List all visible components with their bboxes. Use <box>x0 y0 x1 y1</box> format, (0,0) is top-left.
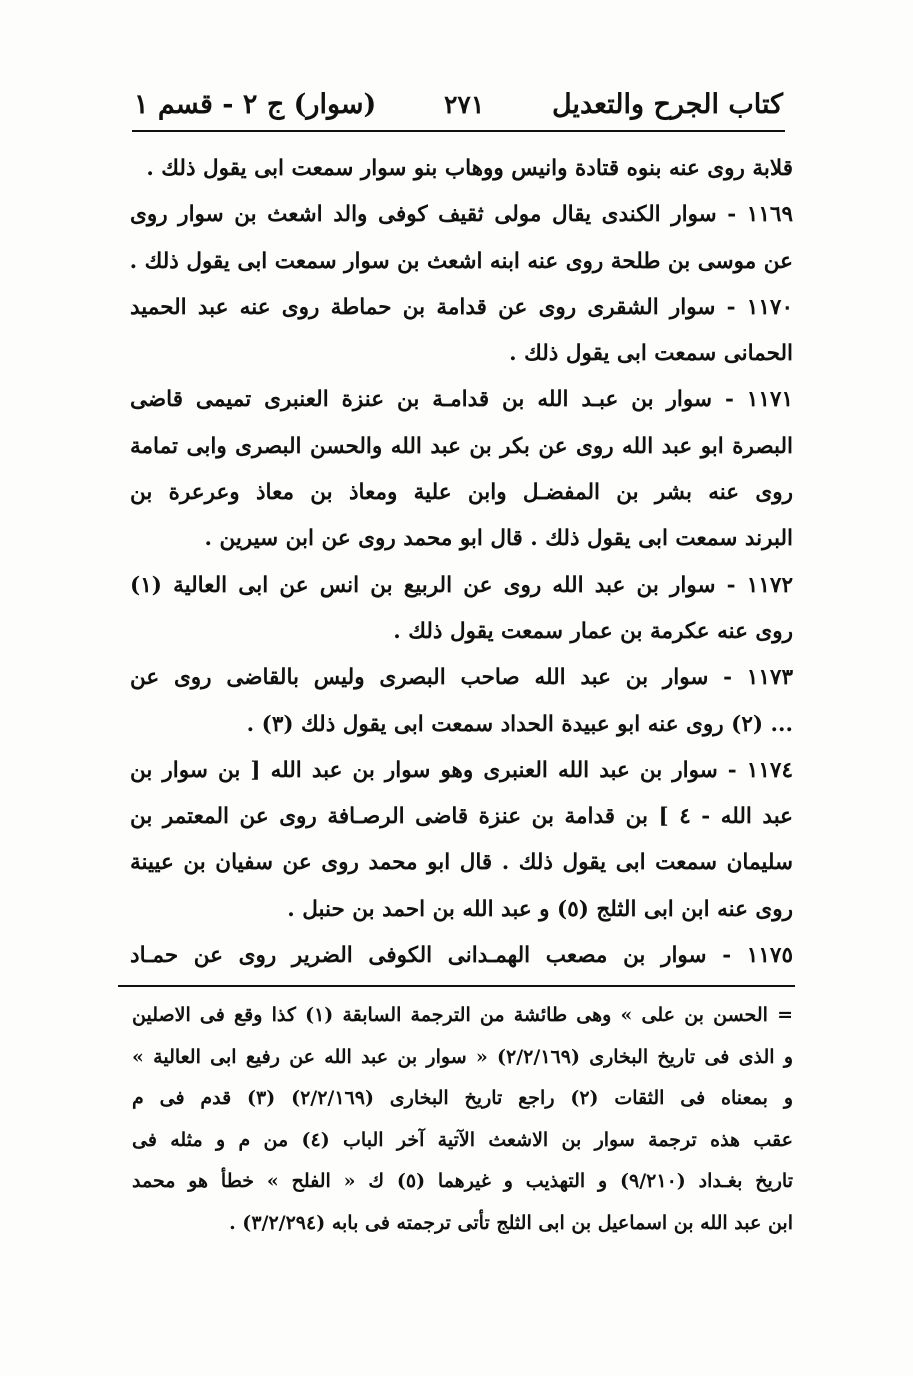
footnote-line: ابن عبد الله بن اسماعيل بن ابى الثلج تأتى ترجمته فى بابه (٣/٢/٢٩٤) . <box>229 1211 793 1234</box>
text-line: ١١٦٩ - سوار الكندى يقال مولى ثقيف كوفى والد اشعث بن سوار روى <box>130 202 793 228</box>
text-line: روى عنه بشر بن المفضـل وابن علية ومعاذ بن معاذ وعرعرة بن <box>130 480 793 506</box>
text-line: روى عنه عكرمة بن عمار سمعت يقول ذلك . <box>393 618 793 644</box>
text-line: ١١٧٠ - سوار الشقرى روى عن قدامة بن حماطة روى عنه عبد الحميد <box>130 294 793 320</box>
footnote-line: و الذى فى تاريخ البخارى (٢/٢/١٦٩) « سوار بن عبد الله عن رفيع ابى العالية » <box>132 1045 793 1068</box>
page-header <box>134 80 783 128</box>
text-line: ١١٧٣ - سوار بن عبد الله صاحب البصرى وليس بالقاضى روى عن <box>130 665 793 691</box>
text-line: البصرة ابو عبد الله روى عن بكر بن عبد الله والحسن البصرى وابى تمامة <box>130 433 793 459</box>
text-line: ١١٧٥ - سوار بن مصعب الهمـدانى الكوفى الضرير روى عن حمـاد <box>130 943 793 969</box>
book-title: كتاب الجرح والتعديل <box>551 88 783 120</box>
text-line: ... (٢) روى عنه ابو عبيدة الحداد سمعت ابى يقول ذلك (٣) . <box>246 711 793 737</box>
footnote-line: و بمعناه فى الثقات (٢) راجع تاريخ البخارى (٢/٢/١٦٩) (٣) قدم فى م <box>132 1087 793 1110</box>
text-line: ١١٧٤ - سوار بن عبد الله العنبرى وهو سوار بن عبد الله [ بن سوار بن <box>130 757 793 783</box>
header-rule <box>132 130 785 132</box>
text-line: ١١٧٢ - سوار بن عبد الله روى عن الربيع بن انس عن ابى العالية (١) <box>130 572 793 598</box>
text-line: ١١٧١ - سوار بن عبـد الله بن قدامـة بن عنزة العنبرى تميمى قاضى <box>130 387 793 413</box>
footnote-line: تاريخ بغـداد (٩/٢١٠) و التهذيب و غيرهما (٥) ك « الفلح » خطأ هو محمد <box>132 1170 793 1193</box>
text-line: البرند سمعت ابى يقول ذلك . قال ابو محمد روى عن ابن سيرين . <box>204 526 793 552</box>
text-line: سليمان سمعت ابى يقول ذلك . قال ابو محمد روى عن سفيان بن عيينة <box>130 850 793 876</box>
text-line: الحمانى سمعت ابى يقول ذلك . <box>509 341 793 367</box>
main-text <box>130 146 793 979</box>
text-line: عن موسى بن طلحة روى عنه ابنه اشعث بن سوار سمعت ابى يقول ذلك . <box>130 248 793 274</box>
footnote-line: عقب هذه ترجمة سوار بن الاشعث الآتية آخر الباب (٤) من م و مثله فى <box>132 1128 793 1151</box>
footnote-rule <box>118 985 795 987</box>
text-line: روى عنه ابن ابى الثلج (٥) و عبد الله بن احمد بن حنبل . <box>287 896 793 922</box>
text-line: قلابة روى عنه بنوه قتادة وانيس ووهاب بنو سوار سمعت ابى يقول ذلك . <box>146 156 793 181</box>
footnotes <box>132 995 793 1245</box>
page-number: ٢٧١ <box>444 89 485 119</box>
text-line: عبد الله - ٤ ] بن قدامة بن عنزة قاضى الرصـافة روى عن المعتمر بن <box>130 804 793 830</box>
section-label: (سوار) ج ٢ - قسم ١ <box>134 88 377 120</box>
footnote-line: = الحسن بن على » وهى طائشة من الترجمة السابقة (١) كذا وقع فى الاصلين <box>132 1004 793 1026</box>
